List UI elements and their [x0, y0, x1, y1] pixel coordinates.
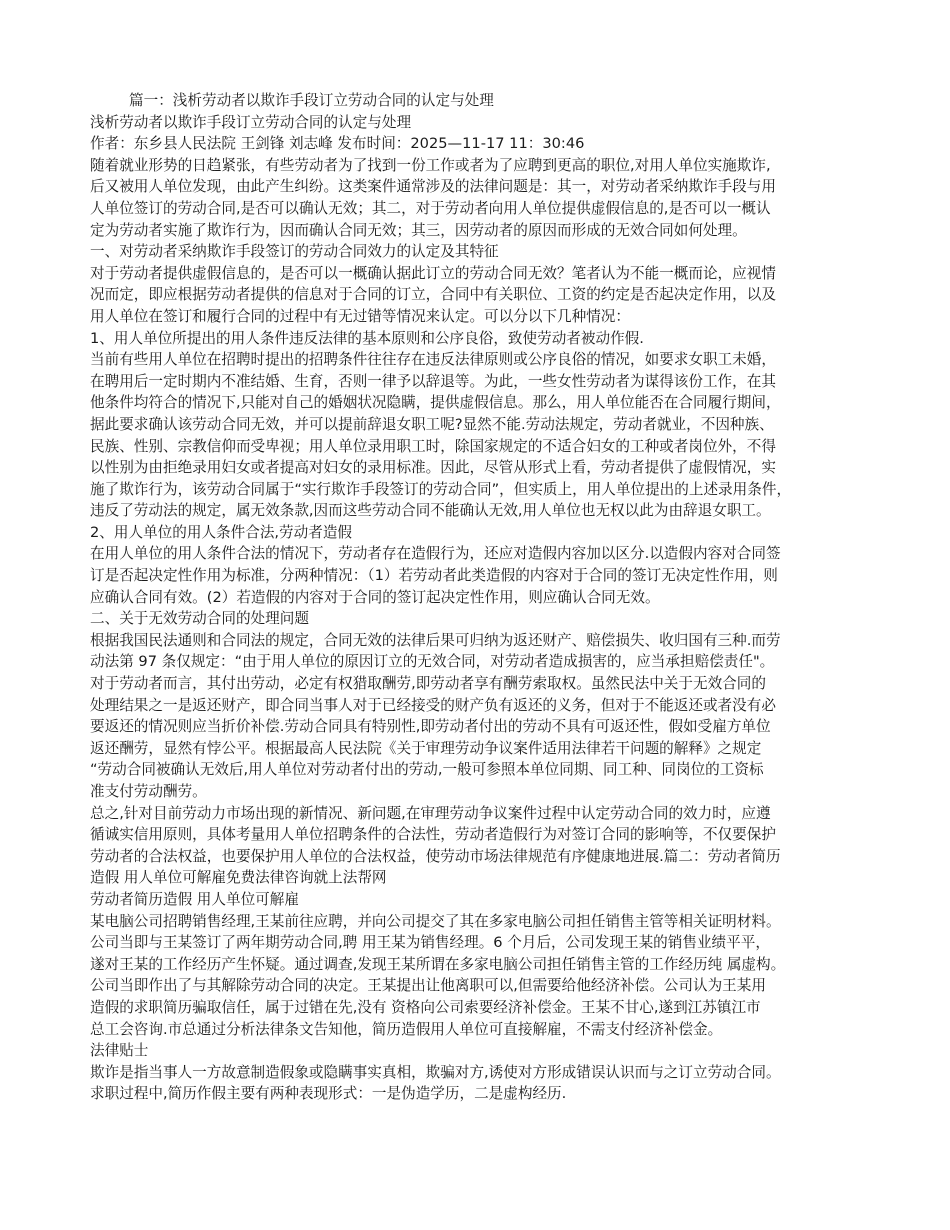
paragraph-line: “劳动合同被确认无效后,用人单位对劳动者付出的劳动,一般可参照本单位同期、同工种、同岗位的工资标	[90, 761, 764, 779]
paragraph-line: 根据我国民法通则和合同法的规定，合同无效的法律后果可归纳为返还财产、赔偿损失、收归国有三种.而劳	[90, 631, 781, 649]
subsection-heading: 1、用人单位所提出的用人条件违反法律的基本原则和公序良俗，致使劳动者被动作假.	[90, 329, 644, 347]
paragraph-line: 民族、性别、宗教信仰而受卑视；用人单位录用职工时，除国家规定的不适合妇女的工种或者岗位外，不得	[90, 437, 776, 455]
paragraph-line: 公司当即作出了与其解除劳动合同的决定。王某提出让他离职可以,但需要给他经济补偿。公司认为王某用	[90, 977, 766, 995]
paragraph-line: 他条件均符合的情况下,只能对自己的婚姻状况隐瞒，提供虚假信息。那么，用人单位能否在合同履行期间，	[90, 394, 781, 412]
paragraph-line: 当前有些用人单位在招聘时提出的招聘条件往往存在违反法律原则或公序良俗的情况，如要求女职工未婚，	[90, 351, 776, 369]
article-title: 劳动者简历造假 用人单位可解雇	[90, 890, 299, 908]
paragraph-line: 对于劳动者提供虚假信息的，是否可以一概确认据此订立的劳动合同无效？笔者认为不能一概而论，应视情	[90, 264, 776, 282]
paragraph-line: 某电脑公司招聘销售经理,王某前往应聘，并向公司提交了其在多家电脑公司担任销售主管等相关证明材料。	[90, 912, 781, 930]
subsection-heading: 2、用人单位的用人条件合法,劳动者造假	[90, 523, 353, 541]
paragraph-line: 劳动者的合法权益，也要保护用人单位的合法权益，使劳动市场法律规范有序健康地进展.篇二：劳动者简历	[90, 847, 781, 865]
paragraph-line: 要返还的情况则应当折价补偿.劳动合同具有特别性,即劳动者付出的劳动不具有可返还性，假如受雇方单位	[90, 718, 771, 736]
paragraph-line: 况而定，即应根据劳动者提供的信息对于合同的订立，合同中有关职位、工资的约定是否起决定作用，以及	[90, 286, 776, 304]
paragraph-line: 后又被用人单位发现，由此产生纠纷。这类案件通常涉及的法律问题是：其一，对劳动者采纳欺诈手段与用	[90, 178, 776, 196]
section-heading: 法律贴士	[90, 1042, 149, 1060]
paragraph-line: 在用人单位的用人条件合法的情况下，劳动者存在造假行为，还应对造假内容加以区分.以造假内容对合同签	[90, 545, 781, 563]
paragraph-line: 随着就业形势的日趋紧张，有些劳动者为了找到一份工作或者为了应聘到更高的职位,对用人单位实施欺诈,	[90, 156, 771, 174]
paragraph-line: 应确认合同有效。(2）若造假的内容对于合同的签订起决定性作用，则应确认合同无效。	[90, 588, 660, 606]
paragraph-line: 处理结果之一是返还财产，即合同当事人对于已经接受的财产负有返还的义务，但对于不能返还或者没有必	[90, 696, 776, 714]
paragraph-line: 对于劳动者而言，其付出劳动，必定有权猎取酬劳,即劳动者享有酬劳索取权。虽然民法中关于无效合同的	[90, 675, 766, 693]
paragraph-line: 以性别为由拒绝录用妇女或者提高对妇女的录用标准。因此，尽管从形式上看，劳动者提供了虚假情况，实	[90, 459, 776, 477]
paragraph-line: 遂对王某的工作经历产生怀疑。通过调查,发现王某所谓在多家电脑公司担任销售主管的工作经历纯 属虚构。	[90, 955, 786, 973]
author-line: 作者：东乡县人民法院 王剑锋 刘志峰 发布时间：2025—11-17 11：30:46	[90, 135, 585, 153]
paragraph-line: 据此要求确认该劳动合同无效，并可以提前辞退女职工呢?显然不能.劳动法规定，劳动者就业，不因种族、	[90, 415, 774, 433]
paragraph-line: 循诚实信用原则，具体考量用人单位招聘条件的合法性，劳动者造假行为对签订合同的影响等，不仅要保护	[90, 826, 776, 844]
paragraph-line: 施了欺诈行为，该劳动合同属于“实行欺诈手段签订的劳动合同”，但实质上，用人单位提出的上述录用条件，	[90, 480, 792, 498]
paragraph-line: 用人单位在签订和履行合同的过程中有无过错等情况来认定。可以分以下几种情况：	[90, 307, 630, 325]
paragraph-line: 人单位签订的劳动合同,是否可以确认无效；其二，对于劳动者向用人单位提供虚假信息的,是否可以一概认	[90, 199, 771, 217]
paragraph-line: 动法第 97 条仅规定：“由于用人单位的原因订立的无效合同，对劳动者造成损害的，应当承担赔偿责任"。	[90, 653, 775, 671]
paragraph-line: 准支付劳动酬劳。	[90, 783, 207, 800]
paragraph-line: 总工会咨询.市总通过分析法律条文告知他，简历造假用人单位可直接解雇，不需支付经济补偿金。	[90, 1020, 723, 1038]
paragraph-line: 定为劳动者实施了欺诈行为，因而确认合同无效；其三，因劳动者的原因而形成的无效合同如何处理。	[90, 221, 747, 239]
article-title: 浅析劳动者以欺诈手段订立劳动合同的认定与处理	[90, 113, 412, 131]
section-heading: 一、对劳动者采纳欺诈手段签订的劳动合同效力的认定及其特征	[90, 243, 499, 261]
paragraph-line: 订是否起决定性作用为标准，分两种情况：（1）若劳动者此类造假的内容对于合同的签订无决定性作用，则	[90, 567, 778, 585]
section-heading: 篇一：浅析劳动者以欺诈手段订立劳动合同的认定与处理	[129, 92, 494, 109]
section-heading: 二、关于无效劳动合同的处理问题	[90, 610, 309, 628]
paragraph-line: 违反了劳动法的规定，属无效条款,因而这些劳动合同不能确认无效,用人单位也无权以此为由辞退女职工。	[90, 502, 771, 520]
paragraph-line: 欺诈是指当事人一方故意制造假象或隐瞒事实真相，欺骗对方,诱使对方形成错误认识而与之订立劳动合同。	[90, 1063, 781, 1081]
document-page	[90, 90, 865, 1105]
paragraph-line: 造假 用人单位可解雇免费法律咨询就上法帮网	[90, 869, 387, 887]
paragraph-line: 返还酬劳，显然有悖公平。根据最高人民法院《关于审理劳动争议案件适用法律若干问题的解释》之规定	[90, 739, 762, 757]
paragraph-line: 求职过程中,简历作假主要有两种表现形式：一是伪造学历，二是虚构经历.	[90, 1085, 567, 1103]
paragraph-line: 总之,针对目前劳动力市场出现的新情况、新问题,在审理劳动争议案件过程中认定劳动合同的效力时，应遵	[90, 804, 771, 822]
paragraph-line: 造假的求职简历骗取信任，属于过错在先,没有 资格向公司索要经济补偿金。王某不甘心,遂到江苏镇江市	[90, 998, 761, 1016]
paragraph-line: 公司当即与王某签订了两年期劳动合同,聘 用王某为销售经理。6 个月后，公司发现王某的销售业绩平平，	[90, 934, 770, 952]
paragraph-line: 在聘用后一定时期内不准结婚、生育，否则一律予以辞退等。为此，一些女性劳动者为谋得该份工作，在其	[90, 372, 776, 390]
